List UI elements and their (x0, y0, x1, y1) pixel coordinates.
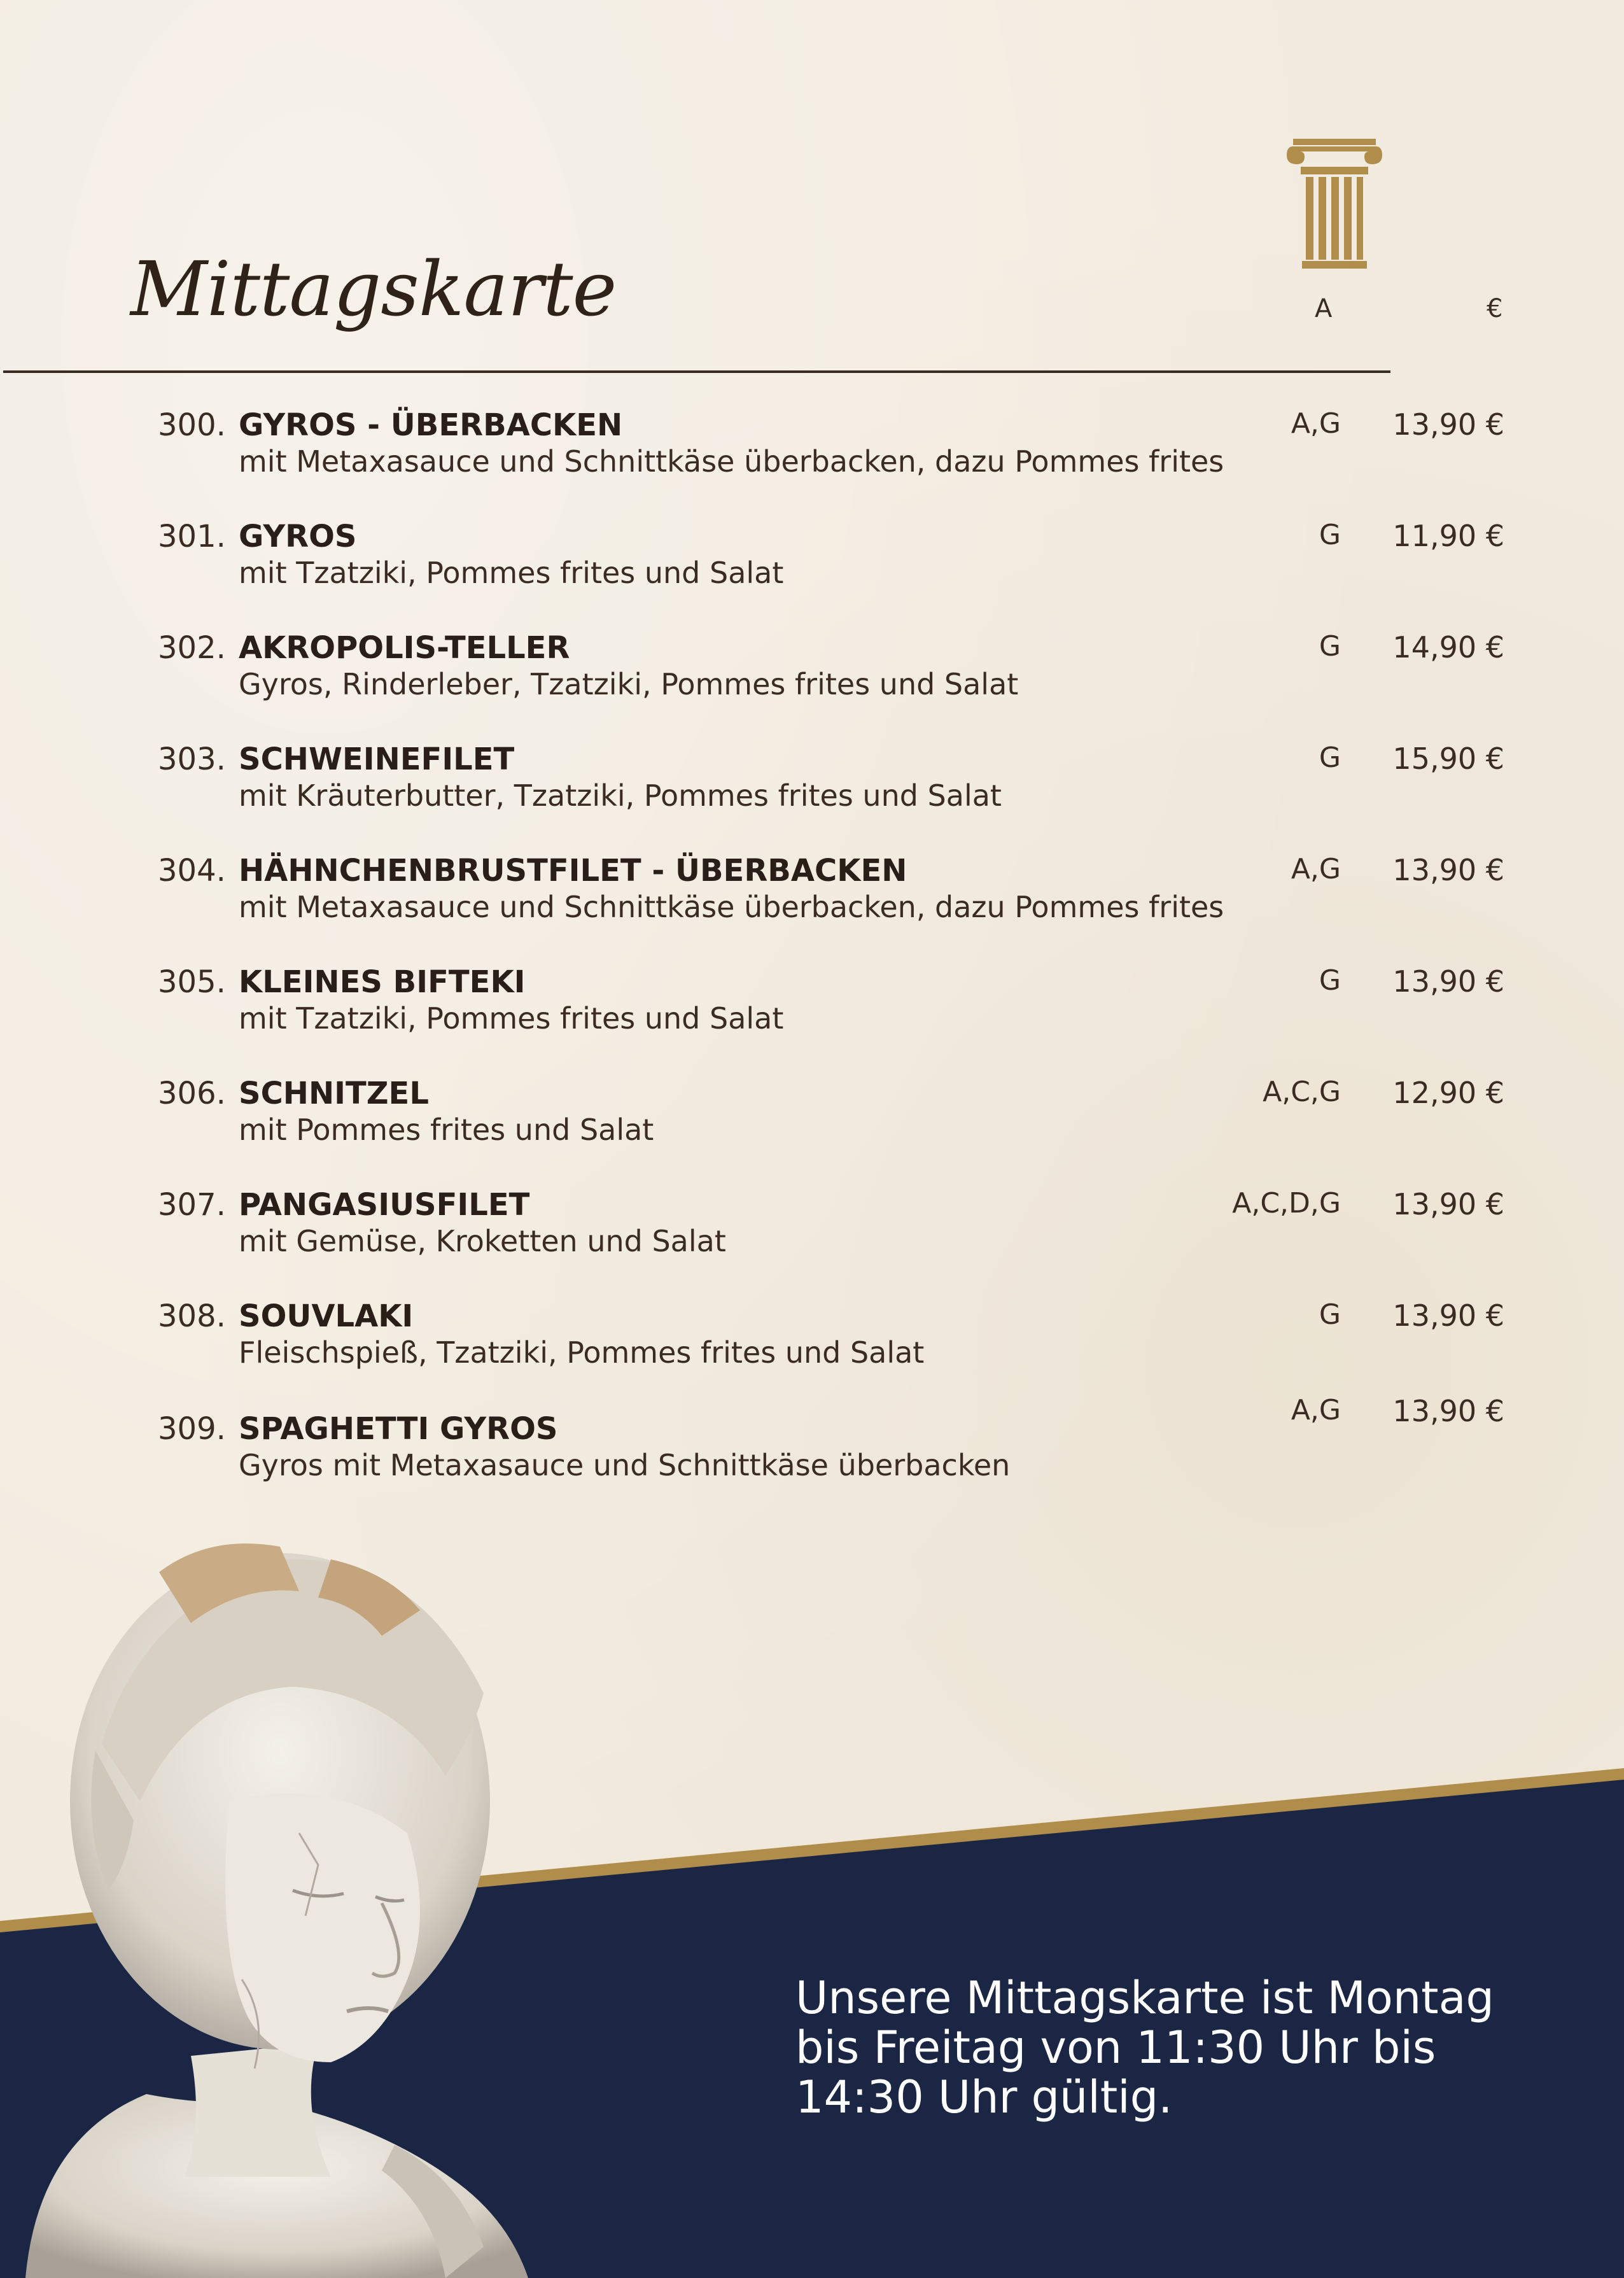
item-number: 308. (158, 1298, 226, 1334)
item-price: 13,90 € (1392, 407, 1504, 442)
item-name: HÄHNCHENBRUSTFILET - ÜBERBACKEN (239, 853, 907, 889)
item-price: 13,90 € (1392, 1298, 1504, 1333)
opening-hours-note (795, 1973, 1559, 2122)
item-name: SPAGHETTI GYROS (239, 1411, 558, 1447)
item-allergens: A,G (1291, 407, 1341, 440)
item-description: Gyros, Rinderleber, Tzatziki, Pommes frites und Salat (239, 667, 1019, 701)
item-name: GYROS - ÜBERBACKEN (239, 407, 623, 443)
item-description: mit Tzatziki, Pommes frites und Salat (239, 556, 784, 590)
item-name: SOUVLAKI (239, 1298, 414, 1334)
item-description: mit Metaxasauce und Schnittkäse überbacken, dazu Pommes frites (239, 444, 1224, 479)
item-price: 13,90 € (1392, 853, 1504, 887)
item-allergens: A,C,G (1263, 1076, 1341, 1108)
item-price: 13,90 € (1392, 1187, 1504, 1221)
item-description: Gyros mit Metaxasauce und Schnittkäse überbacken (239, 1448, 1011, 1482)
note-line: bis Freitag von 11:30 Uhr bis (795, 2021, 1436, 2074)
item-description: Fleischspieß, Tzatziki, Pommes frites und Salat (239, 1335, 925, 1370)
page-title: Mittagskarte (130, 245, 617, 333)
item-number: 307. (158, 1187, 226, 1223)
item-number: 304. (158, 853, 226, 889)
item-allergens: A,G (1291, 853, 1341, 885)
item-number: 305. (158, 964, 226, 1000)
item-name: SCHWEINEFILET (239, 742, 515, 777)
greek-statue-bust (0, 1534, 560, 2278)
item-name: SCHNITZEL (239, 1076, 429, 1111)
item-description: mit Tzatziki, Pommes frites und Salat (239, 1001, 784, 1036)
item-allergens: A,C,D,G (1232, 1187, 1341, 1220)
item-price: 13,90 € (1392, 1394, 1504, 1428)
item-allergens: G (1319, 1298, 1341, 1331)
item-allergens: G (1319, 742, 1341, 774)
item-name: PANGASIUSFILET (239, 1187, 530, 1223)
item-number: 300. (158, 407, 226, 443)
item-price: 15,90 € (1392, 742, 1504, 776)
note-line: 14:30 Uhr gültig. (795, 2071, 1173, 2123)
item-description: mit Metaxasauce und Schnittkäse überbacken, dazu Pommes frites (239, 890, 1224, 924)
item-description: mit Gemüse, Kroketten und Salat (239, 1224, 726, 1258)
allergen-column-header: A (1315, 294, 1333, 323)
item-price: 12,90 € (1392, 1076, 1504, 1110)
item-allergens: G (1319, 519, 1341, 551)
item-description: mit Pommes frites und Salat (239, 1113, 654, 1147)
item-number: 301. (158, 519, 226, 554)
item-description: mit Kräuterbutter, Tzatziki, Pommes frites und Salat (239, 778, 1002, 813)
note-line: Unsere Mittagskarte ist Montag (795, 1972, 1494, 2024)
item-name: KLEINES BIFTEKI (239, 964, 526, 1000)
item-number: 306. (158, 1076, 226, 1111)
price-column-header: € (1487, 294, 1503, 323)
item-name: GYROS (239, 519, 357, 554)
item-price: 13,90 € (1392, 964, 1504, 999)
item-price: 11,90 € (1392, 519, 1504, 553)
item-price: 14,90 € (1392, 630, 1504, 664)
item-allergens: G (1319, 630, 1341, 663)
item-number: 303. (158, 742, 226, 777)
item-number: 309. (158, 1411, 226, 1447)
item-number: 302. (158, 630, 226, 666)
item-name: AKROPOLIS-TELLER (239, 630, 570, 666)
item-allergens: A,G (1291, 1394, 1341, 1426)
item-allergens: G (1319, 964, 1341, 997)
